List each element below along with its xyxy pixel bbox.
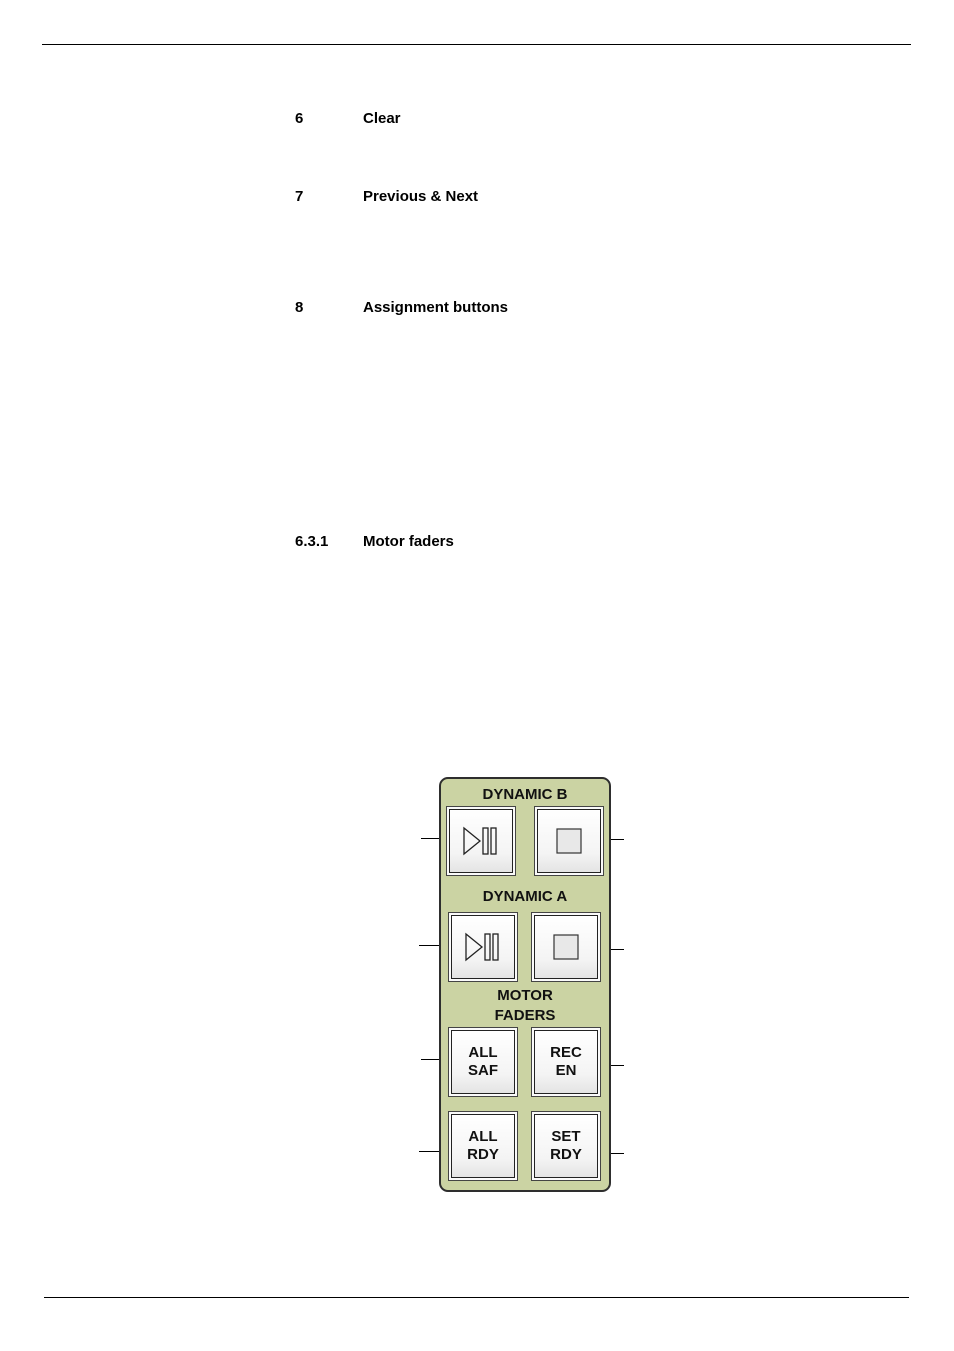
dynamic-b-play-pause-button[interactable]: [449, 809, 513, 873]
dynamic-a-play-pause-button[interactable]: [451, 915, 515, 979]
play-pause-icon: [462, 826, 500, 856]
all-saf-button[interactable]: [451, 1030, 515, 1094]
motor-faders-label-line2: FADERS: [494, 1007, 556, 1024]
dynamic-b-stop-button[interactable]: [537, 809, 601, 873]
stop-icon: [556, 828, 582, 854]
motor-faders-label-line1: MOTOR: [497, 987, 553, 1004]
play-pause-icon: [464, 932, 502, 962]
section-number: 7: [295, 188, 304, 205]
stop-icon: [553, 934, 579, 960]
motor-faders-panel: [439, 777, 611, 1192]
all-rdy-button[interactable]: [451, 1114, 515, 1178]
section-title: Previous & Next: [363, 188, 479, 205]
section-number: 6: [295, 110, 304, 127]
set-rdy-button[interactable]: [534, 1114, 598, 1178]
footer-rule: [44, 1297, 909, 1298]
dynamic-b-label: DYNAMIC B: [482, 786, 568, 803]
section-title: Assignment buttons: [363, 299, 508, 316]
section-number: 6.3.1: [295, 533, 329, 550]
section-title: Motor faders: [363, 533, 454, 550]
button-label: ALL RDY: [467, 1128, 499, 1163]
button-label: REC EN: [550, 1044, 582, 1079]
button-label: SET RDY: [550, 1128, 582, 1163]
dynamic-a-label: DYNAMIC A: [482, 888, 568, 905]
section-number: 8: [295, 299, 304, 316]
dynamic-a-stop-button[interactable]: [534, 915, 598, 979]
header-rule: [42, 44, 911, 45]
button-label: ALL SAF: [468, 1044, 498, 1079]
rec-en-button[interactable]: [534, 1030, 598, 1094]
section-title: Clear: [363, 110, 401, 127]
